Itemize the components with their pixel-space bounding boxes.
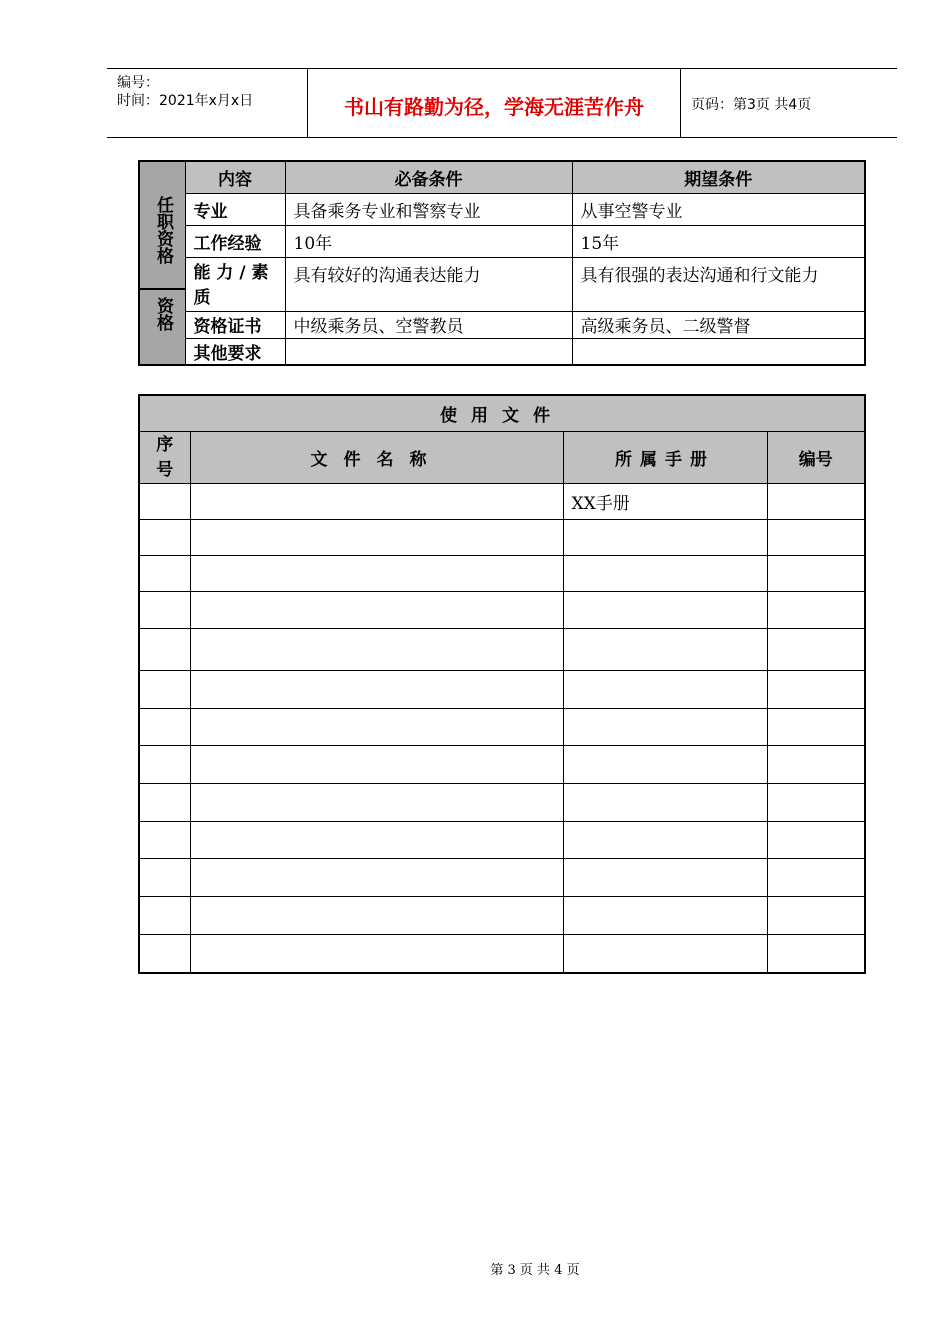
table-row: [139, 225, 865, 257]
expected-cell: [572, 338, 865, 365]
header-doc-name: 文件名称: [190, 432, 563, 484]
code-cell: [767, 556, 865, 592]
page-info: 页码：第3页 共4页: [691, 97, 812, 113]
code-cell: [767, 897, 865, 935]
table-row: [139, 193, 865, 225]
code-cell: [767, 859, 865, 897]
code-cell: [767, 822, 865, 859]
doc-name-cell: [190, 822, 563, 859]
table-row: [139, 311, 865, 338]
doc-name-cell: [190, 629, 563, 671]
table-row: [139, 484, 865, 520]
manual-cell: [563, 859, 767, 897]
header-code: 编号: [767, 432, 865, 484]
manual-cell: [563, 629, 767, 671]
doc-name-cell: [190, 592, 563, 629]
required-cell: [285, 338, 572, 365]
manual-cell: [563, 592, 767, 629]
manual-cell: [563, 822, 767, 859]
manual-cell: [563, 784, 767, 822]
header-motto-cell: [308, 69, 681, 137]
table-row: [139, 822, 865, 859]
doc-name-cell: [190, 784, 563, 822]
documents-title: 使用文件: [139, 395, 865, 432]
required-cell: 10年: [285, 225, 572, 257]
table-row: [139, 859, 865, 897]
row-label: 能 力 / 素 质: [185, 257, 285, 311]
doc-name-cell: [190, 520, 563, 556]
seq-cell: [139, 784, 190, 822]
table-row: [139, 338, 865, 365]
seq-cell: [139, 746, 190, 784]
doc-name-cell: [190, 671, 563, 709]
code-cell: [767, 784, 865, 822]
doc-name-cell: [190, 484, 563, 520]
manual-cell: [563, 897, 767, 935]
expected-cell: 从事空警专业: [572, 193, 865, 225]
doc-name-cell: [190, 859, 563, 897]
manual-cell: [563, 709, 767, 746]
row-label: 专业: [185, 193, 285, 225]
seq-cell: [139, 709, 190, 746]
required-cell: 中级乘务员、空警教员: [285, 311, 572, 338]
code-cell: [767, 746, 865, 784]
table-row: [139, 784, 865, 822]
header-content: 内容: [185, 161, 285, 193]
seq-cell: [139, 484, 190, 520]
side-label-top: 任职资格: [153, 196, 173, 264]
code-cell: [767, 484, 865, 520]
row-label: 资格证书: [185, 311, 285, 338]
table-row: [139, 709, 865, 746]
seq-cell: [139, 859, 190, 897]
qualification-table: [138, 160, 866, 366]
page-footer: 第 3 页 共 4 页: [490, 1263, 580, 1278]
header-page-cell: [681, 69, 897, 137]
required-cell: 具备乘务专业和警察专业: [285, 193, 572, 225]
doc-name-cell: [190, 897, 563, 935]
manual-cell: [563, 935, 767, 973]
documents-table: [138, 394, 866, 974]
header-manual: 所属手册: [563, 432, 767, 484]
table-row: [139, 746, 865, 784]
seq-cell: [139, 520, 190, 556]
seq-cell: [139, 935, 190, 973]
doc-name-cell: [190, 556, 563, 592]
page-header: [107, 68, 897, 138]
table-row: [139, 592, 865, 629]
row-label: 其他要求: [185, 338, 285, 365]
manual-cell: [563, 671, 767, 709]
header-seq: 序号: [139, 432, 190, 484]
table-row: [139, 520, 865, 556]
expected-cell: 高级乘务员、二级警督: [572, 311, 865, 338]
header-meta: [107, 69, 308, 137]
manual-cell: XX手册: [563, 484, 767, 520]
code-cell: [767, 935, 865, 973]
seq-cell: [139, 671, 190, 709]
manual-cell: [563, 746, 767, 784]
code-cell: [767, 592, 865, 629]
table-row: [139, 257, 865, 311]
seq-cell: [139, 556, 190, 592]
documents-body: [139, 484, 865, 973]
code-cell: [767, 520, 865, 556]
number-label: 编号：: [117, 75, 159, 91]
seq-cell: [139, 897, 190, 935]
expected-cell: 具有很强的表达沟通和行文能力: [572, 257, 865, 311]
seq-cell: [139, 592, 190, 629]
doc-name-cell: [190, 746, 563, 784]
qualification-side-label: [139, 161, 185, 365]
seq-cell: [139, 629, 190, 671]
manual-cell: [563, 556, 767, 592]
code-cell: [767, 709, 865, 746]
doc-name-cell: [190, 709, 563, 746]
table-row: [139, 671, 865, 709]
expected-cell: 15年: [572, 225, 865, 257]
time-label: 时间：2021年x月x日: [117, 93, 254, 109]
table-row: [139, 556, 865, 592]
side-label-bottom: 资格: [153, 297, 173, 331]
motto-text: 书山有路勤为径，学海无涯苦作舟: [344, 95, 644, 119]
row-label: 工作经验: [185, 225, 285, 257]
required-cell: 具有较好的沟通表达能力: [285, 257, 572, 311]
code-cell: [767, 629, 865, 671]
seq-cell: [139, 822, 190, 859]
table-row: [139, 897, 865, 935]
table-row: [139, 935, 865, 973]
header-expected: 期望条件: [572, 161, 865, 193]
doc-name-cell: [190, 935, 563, 973]
code-cell: [767, 671, 865, 709]
header-required: 必备条件: [285, 161, 572, 193]
table-row: [139, 629, 865, 671]
manual-cell: [563, 520, 767, 556]
